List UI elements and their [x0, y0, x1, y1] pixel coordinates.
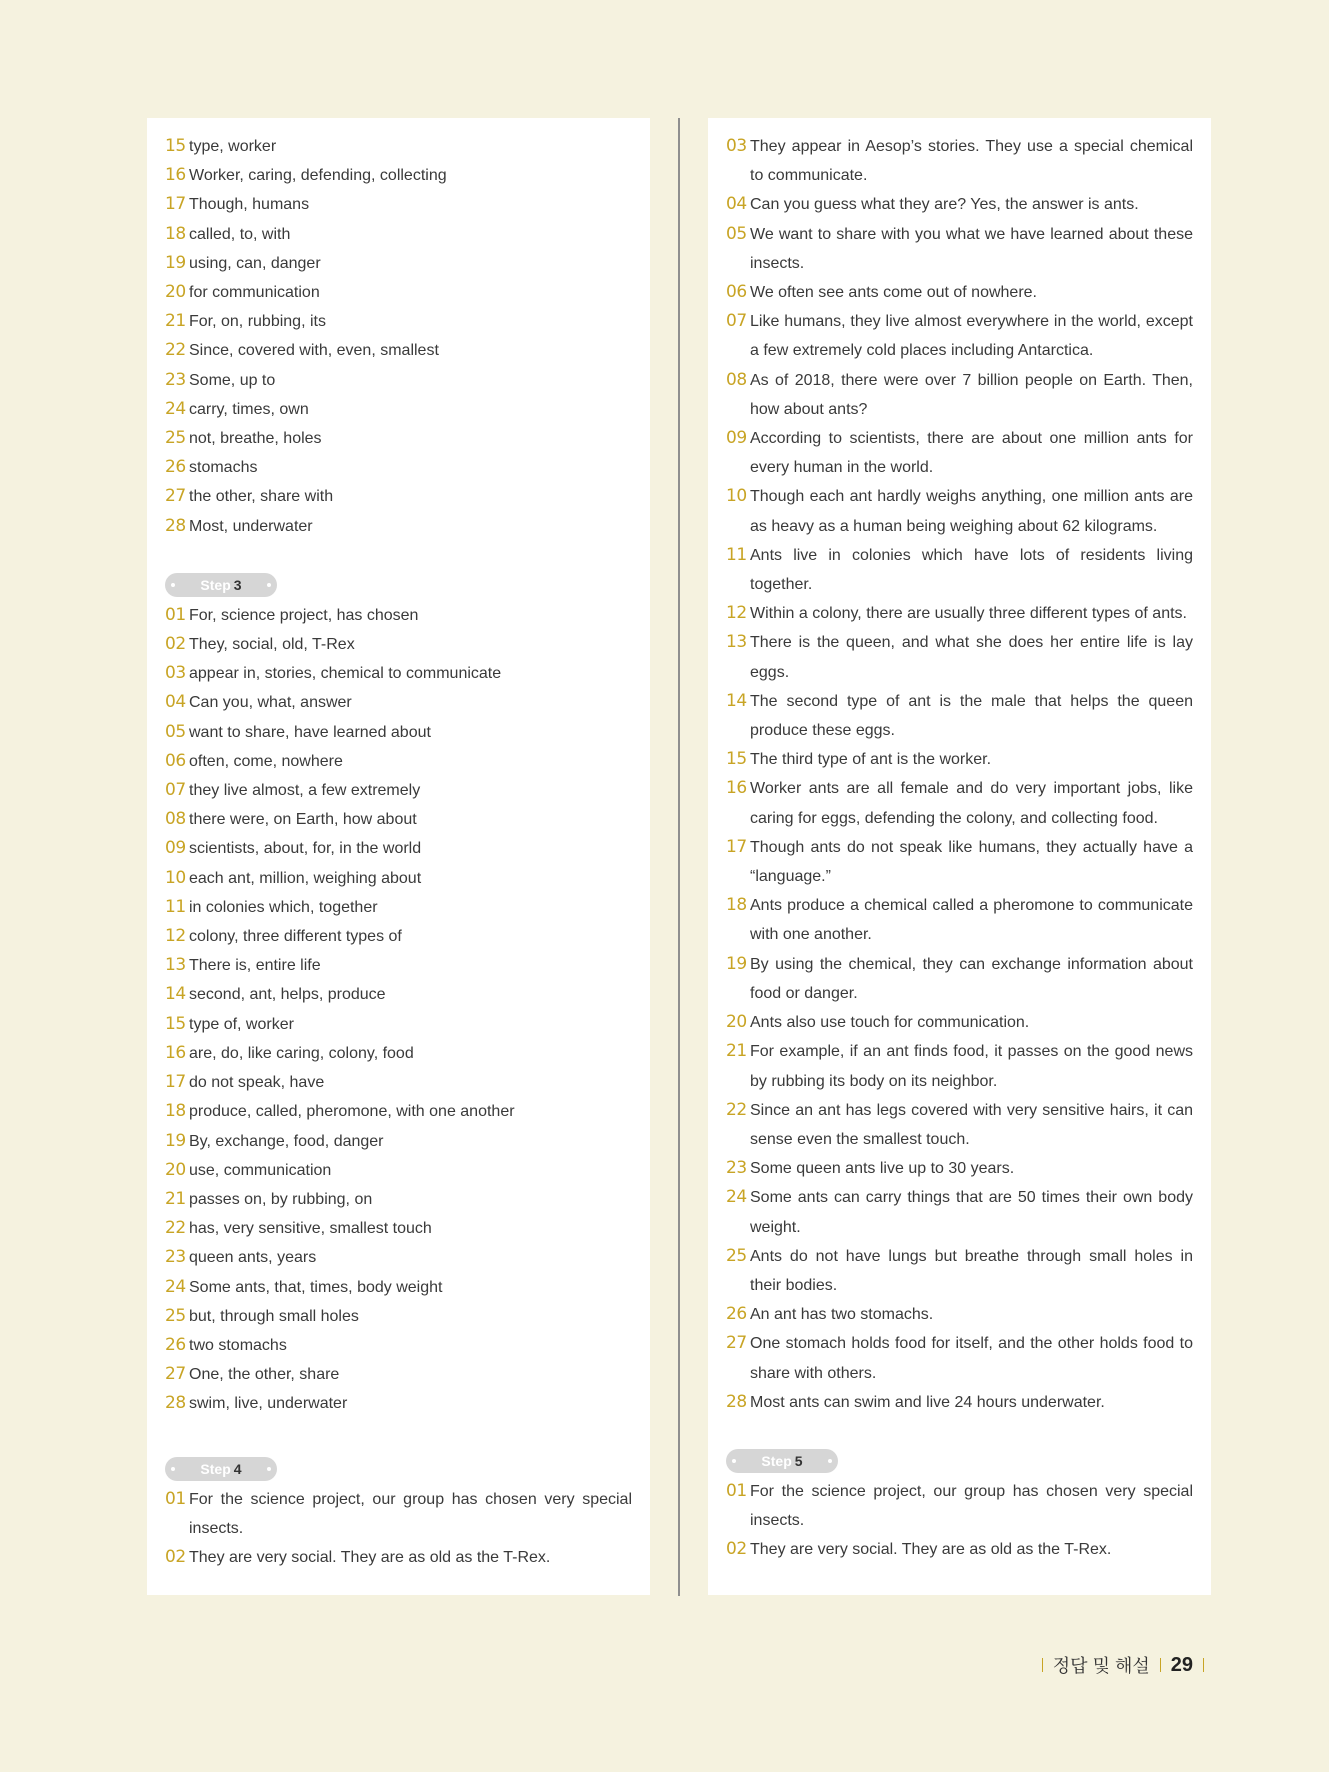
item-text: Since, covered with, even, smallest [189, 342, 439, 360]
item-number: 17 [726, 836, 747, 857]
answer-item [726, 1535, 1193, 1564]
item-text: Can you guess what they are? Yes, the answer is ants. [750, 196, 1139, 214]
item-number: 20 [165, 1159, 186, 1180]
item-number: 06 [726, 282, 747, 303]
item-text: For example, if an ant finds food, it passes on the good news by rubbing its body on its neighbor. [750, 1043, 1193, 1090]
item-text: want to share, have learned about [189, 723, 431, 741]
item-text: Like humans, they live almost everywhere in the world, except a few extremely cold places including Antarctica. [750, 313, 1193, 360]
item-number: 04 [726, 194, 747, 215]
item-number: 10 [726, 486, 747, 507]
item-number: 19 [165, 1130, 186, 1151]
item-number: 14 [726, 690, 747, 711]
item-number: 28 [165, 1393, 186, 1414]
answer-item [165, 1273, 632, 1302]
answer-item [726, 1008, 1193, 1037]
item-number: 05 [165, 721, 186, 742]
answer-item [165, 132, 632, 161]
item-text: Since an ant has legs covered with very sensitive hairs, it can sense even the smallest touch. [750, 1101, 1193, 1148]
item-number: 16 [165, 1042, 186, 1063]
item-text: For, science project, has chosen [189, 606, 419, 624]
step-label: Step [200, 576, 231, 593]
answer-item [165, 601, 632, 630]
answer-item [165, 1010, 632, 1039]
item-text: stomachs [189, 459, 258, 477]
item-text: For the science project, our group has chosen very special insects. [189, 1490, 632, 1537]
item-text: By using the chemical, they can exchange information about food or danger. [750, 955, 1193, 1002]
item-number: 11 [165, 896, 186, 917]
item-text: Most, underwater [189, 517, 313, 535]
item-number: 09 [165, 838, 186, 859]
item-text: type of, worker [189, 1015, 294, 1033]
answer-item [165, 864, 632, 893]
answer-item [165, 1068, 632, 1097]
item-text: two stomachs [189, 1336, 287, 1354]
answer-item [726, 1329, 1193, 1387]
item-number: 25 [165, 1305, 186, 1326]
item-text: There is, entire life [189, 957, 321, 975]
item-text: Can you, what, answer [189, 694, 352, 712]
item-number: 20 [165, 282, 186, 303]
item-number: 01 [726, 1480, 747, 1501]
item-number: 03 [165, 663, 186, 684]
item-number: 17 [165, 194, 186, 215]
item-number: 11 [726, 544, 747, 565]
answer-item [726, 220, 1193, 278]
answer-item [726, 774, 1193, 832]
item-text: appear in, stories, chemical to communicate [189, 665, 502, 683]
item-number: 23 [165, 369, 186, 390]
item-text: use, communication [189, 1161, 332, 1179]
answer-item [726, 278, 1193, 307]
answer-item [165, 1543, 632, 1572]
item-number: 27 [726, 1333, 747, 1354]
item-text: do not speak, have [189, 1074, 325, 1092]
badge-dot-left [171, 583, 175, 587]
item-text: By, exchange, food, danger [189, 1132, 384, 1150]
answer-item [165, 718, 632, 747]
item-number: 23 [165, 1247, 186, 1268]
answer-item [165, 951, 632, 980]
item-number: 02 [726, 1539, 747, 1560]
answer-item [726, 628, 1193, 686]
answer-item [726, 1037, 1193, 1095]
answer-item [726, 132, 1193, 190]
item-number: 06 [165, 750, 186, 771]
item-number: 25 [165, 428, 186, 449]
item-number: 08 [165, 809, 186, 830]
answer-item [726, 1388, 1193, 1417]
item-text: often, come, nowhere [189, 752, 343, 770]
badge-dot-right [828, 1459, 832, 1463]
answer-item [165, 688, 632, 717]
footer-separator [1160, 1658, 1161, 1672]
item-number: 12 [726, 603, 747, 624]
answer-item [726, 1183, 1193, 1241]
item-text: called, to, with [189, 225, 291, 243]
answer-item [165, 1127, 632, 1156]
item-text: There is the queen, and what she does her entire life is lay eggs. [750, 634, 1193, 681]
item-number: 28 [165, 515, 186, 536]
item-text: We want to share with you what we have learned about these insects. [750, 225, 1193, 272]
step4-continued-list [726, 132, 1193, 1417]
step-number: 5 [794, 1452, 803, 1469]
step-label: Step [200, 1460, 231, 1477]
item-text: As of 2018, there were over 7 billion people on Earth. Then, how about ants? [750, 371, 1193, 418]
badge-dot-left [732, 1459, 736, 1463]
item-text: swim, live, underwater [189, 1395, 348, 1413]
item-number: 22 [165, 340, 186, 361]
answer-item [165, 980, 632, 1009]
item-text: there were, on Earth, how about [189, 811, 417, 829]
item-text: scientists, about, for, in the world [189, 840, 422, 858]
answer-item [726, 950, 1193, 1008]
answer-item [726, 482, 1193, 540]
answer-item [165, 1360, 632, 1389]
item-number: 18 [726, 895, 747, 916]
answer-item [165, 922, 632, 951]
answer-item [165, 1331, 632, 1360]
item-number: 15 [165, 136, 186, 156]
step-label: Step [761, 1452, 792, 1469]
answer-item [165, 893, 632, 922]
item-text: colony, three different types of [189, 928, 402, 946]
item-text: Ants produce a chemical called a pheromone to communicate with one another. [750, 897, 1193, 944]
answer-item [165, 336, 632, 365]
item-number: 20 [726, 1012, 747, 1033]
item-text: They, social, old, T-Rex [189, 636, 355, 654]
item-text: using, can, danger [189, 254, 321, 272]
item-number: 25 [726, 1245, 747, 1266]
answer-item [165, 1214, 632, 1243]
item-number: 15 [165, 1013, 186, 1034]
item-number: 04 [165, 692, 186, 713]
item-text: but, through small holes [189, 1307, 359, 1325]
item-text: Ants do not have lungs but breathe through small holes in their bodies. [750, 1247, 1193, 1294]
step5-answer-list [726, 1477, 1193, 1565]
item-text: for communication [189, 284, 320, 302]
answer-item [165, 512, 632, 541]
item-number: 28 [726, 1391, 747, 1412]
answer-item [165, 161, 632, 190]
item-number: 09 [726, 428, 747, 449]
item-text: Worker, caring, defending, collecting [189, 167, 447, 185]
item-number: 19 [726, 953, 747, 974]
answer-item [165, 834, 632, 863]
item-text: Ants live in colonies which have lots of residents living together. [750, 546, 1193, 594]
item-text: not, breathe, holes [189, 430, 322, 448]
step2-answer-list [165, 132, 632, 541]
step-number: 4 [233, 1460, 242, 1477]
item-number: 13 [165, 955, 186, 976]
item-number: 26 [726, 1304, 747, 1325]
footer-separator [1042, 1658, 1043, 1672]
section-title: 정답 및 해설 [1052, 1656, 1150, 1676]
item-text: Though, humans [189, 196, 310, 214]
answer-item [726, 745, 1193, 774]
footer-separator [1203, 1658, 1204, 1672]
answer-item [165, 278, 632, 307]
item-number: 18 [165, 223, 186, 244]
item-text: They appear in Aesop’s stories. They use a special chemical to communicate. [750, 138, 1193, 185]
item-number: 22 [726, 1099, 747, 1120]
item-text: One, the other, share [189, 1366, 340, 1384]
answer-item [165, 453, 632, 482]
left-column [147, 118, 650, 1595]
item-text: Some ants, that, times, body weight [189, 1278, 443, 1296]
step-3-badge [165, 573, 277, 597]
answer-item [726, 424, 1193, 482]
item-number: 16 [165, 165, 186, 186]
answer-item [165, 249, 632, 278]
item-number: 21 [165, 311, 186, 332]
answer-item [726, 190, 1193, 219]
answer-item [165, 395, 632, 424]
answer-item [165, 630, 632, 659]
badge-dot-right [267, 583, 271, 587]
item-number: 15 [726, 749, 747, 770]
item-text: For, on, rubbing, its [189, 313, 326, 331]
item-text: produce, called, pheromone, with one another [189, 1103, 515, 1121]
item-number: 19 [165, 252, 186, 273]
answer-item [165, 1485, 632, 1543]
item-text: queen ants, years [189, 1249, 317, 1267]
item-text: They are very social. They are as old as the T-Rex. [189, 1548, 551, 1566]
answer-item [165, 659, 632, 688]
item-number: 24 [165, 398, 186, 419]
answer-item [165, 1389, 632, 1418]
item-number: 27 [165, 1364, 186, 1385]
item-number: 07 [726, 311, 747, 332]
column-divider [678, 118, 680, 1596]
item-text: are, do, like caring, colony, food [189, 1044, 414, 1062]
answer-item [165, 805, 632, 834]
item-text: Worker ants are all female and do very important jobs, like caring for eggs, defending the colony, and collecting food. [750, 780, 1193, 827]
badge-dot-right [267, 1467, 271, 1471]
step4-answer-list [165, 1485, 632, 1573]
item-number: 21 [726, 1041, 747, 1062]
item-text: The third type of ant is the worker. [750, 751, 992, 769]
item-number: 26 [165, 1334, 186, 1355]
answer-item [165, 366, 632, 395]
item-text: Some queen ants live up to 30 years. [750, 1160, 1015, 1178]
answer-item [165, 307, 632, 336]
item-number: 21 [165, 1188, 186, 1209]
item-number: 14 [165, 984, 186, 1005]
item-text: in colonies which, together [189, 898, 378, 916]
item-number: 03 [726, 136, 747, 156]
answer-item [165, 1185, 632, 1214]
item-text: Some ants can carry things that are 50 times their own body weight. [750, 1189, 1193, 1236]
step-5-badge [726, 1449, 838, 1473]
answer-item [165, 1039, 632, 1068]
item-number: 27 [165, 486, 186, 507]
item-number: 02 [165, 634, 186, 655]
item-text: Some, up to [189, 371, 276, 389]
item-text: the other, share with [189, 488, 334, 506]
item-number: 13 [726, 632, 747, 653]
item-number: 26 [165, 457, 186, 478]
answer-item [726, 891, 1193, 949]
item-text: For the science project, our group has chosen very special insects. [750, 1482, 1193, 1530]
item-text: Though each ant hardly weighs anything, one million ants are as heavy as a human being weighing about 62 kilograms. [750, 488, 1193, 535]
answer-item [165, 190, 632, 219]
item-number: 24 [726, 1187, 747, 1208]
answer-item [726, 687, 1193, 745]
item-text: type, worker [189, 138, 277, 155]
answer-item [726, 1096, 1193, 1154]
answer-item [726, 1300, 1193, 1329]
answer-item [726, 1154, 1193, 1183]
answer-item [726, 541, 1193, 599]
item-text: has, very sensitive, smallest touch [189, 1220, 432, 1238]
item-number: 07 [165, 780, 186, 801]
item-text: According to scientists, there are about one million ants for every human in the world. [750, 430, 1193, 477]
item-number: 05 [726, 223, 747, 244]
page-number: 29 [1170, 1653, 1193, 1676]
item-text: each ant, million, weighing about [189, 869, 422, 887]
answer-item [726, 307, 1193, 365]
step-number: 3 [233, 576, 242, 593]
answer-item [165, 482, 632, 511]
answer-item [165, 776, 632, 805]
item-number: 10 [165, 867, 186, 888]
page-footer [1032, 1652, 1214, 1678]
item-number: 08 [726, 369, 747, 390]
step3-answer-list [165, 601, 632, 1419]
item-number: 02 [165, 1546, 186, 1567]
item-text: Though ants do not speak like humans, they actually have a “language.” [750, 838, 1193, 886]
badge-dot-left [171, 1467, 175, 1471]
item-text: One stomach holds food for itself, and the other holds food to share with others. [750, 1335, 1193, 1382]
item-number: 22 [165, 1218, 186, 1239]
answer-item [726, 599, 1193, 628]
answer-item [165, 1156, 632, 1185]
answer-item [726, 833, 1193, 891]
item-number: 18 [165, 1101, 186, 1122]
item-number: 01 [165, 604, 186, 625]
item-number: 01 [165, 1488, 186, 1509]
item-number: 16 [726, 778, 747, 799]
item-text: Within a colony, there are usually three different types of ants. [750, 605, 1187, 623]
item-number: 12 [165, 926, 186, 947]
item-number: 24 [165, 1276, 186, 1297]
item-text: They are very social. They are as old as the T-Rex. [750, 1541, 1112, 1559]
answer-item [726, 366, 1193, 424]
item-number: 17 [165, 1072, 186, 1093]
item-text: Ants also use touch for communication. [750, 1014, 1030, 1032]
answer-item [165, 424, 632, 453]
answer-item [165, 1243, 632, 1272]
right-column [708, 118, 1211, 1595]
answer-item [726, 1242, 1193, 1300]
item-number: 23 [726, 1158, 747, 1179]
item-text: carry, times, own [189, 400, 309, 418]
answer-item [165, 1302, 632, 1331]
item-text: they live almost, a few extremely [189, 782, 421, 800]
item-text: An ant has two stomachs. [750, 1306, 934, 1324]
answer-item [165, 220, 632, 249]
answer-item [165, 747, 632, 776]
item-text: We often see ants come out of nowhere. [750, 284, 1037, 302]
answer-item [165, 1097, 632, 1126]
item-text: second, ant, helps, produce [189, 986, 386, 1004]
answer-item [726, 1477, 1193, 1535]
item-text: passes on, by rubbing, on [189, 1190, 373, 1208]
item-text: Most ants can swim and live 24 hours underwater. [750, 1393, 1105, 1411]
step-4-badge [165, 1457, 277, 1481]
item-text: The second type of ant is the male that helps the queen produce these eggs. [750, 692, 1193, 740]
